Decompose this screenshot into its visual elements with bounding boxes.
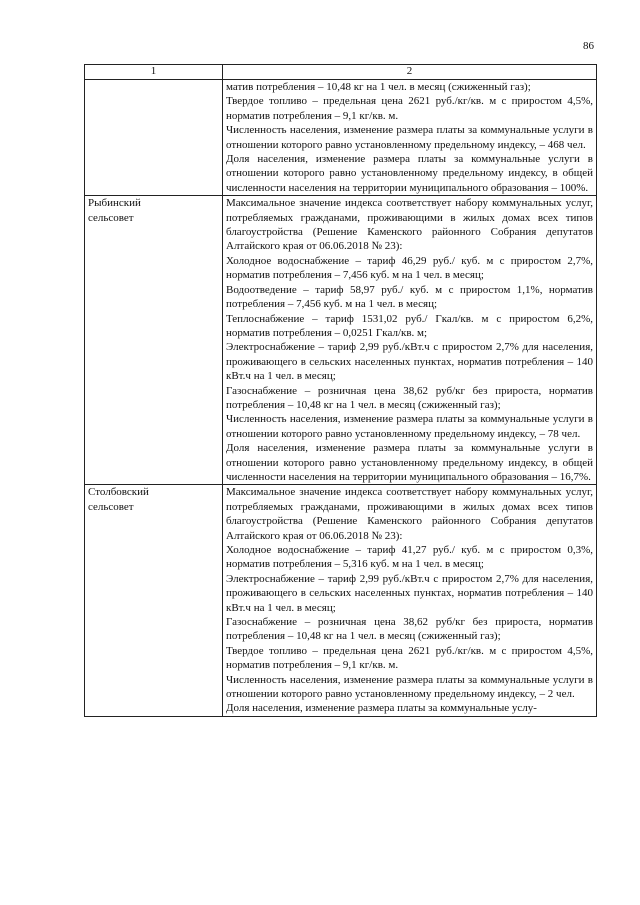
indices-table — [84, 64, 597, 717]
description-paragraph: Доля населения, изменение размера платы за коммунальные услуги в отношении которого равно установленному предельному индексу, в общей численности населения на территории муниципального образования – 100%. — [226, 153, 593, 194]
column-header-1: 1 — [85, 65, 223, 80]
description-paragraph: Холодное водоснабжение – тариф 46,29 руб./ куб. м с приростом 2,7%, норматив потребления – 7,456 куб. м на 1 чел. в месяц; — [226, 254, 593, 282]
municipality-name: Рыбинский сельсовет — [85, 196, 223, 485]
description-paragraph: Теплоснабжение – тариф 1531,02 руб./ Гкал/кв. м с приростом 6,2%, норматив потребления – 0,0251 Гкал/кв. м; — [226, 312, 593, 339]
description-paragraph: Водоотведение – тариф 58,97 руб./ куб. м с приростом 1,1%, норматив потребления – 7,456 куб. м на 1 чел. в месяц; — [226, 283, 593, 311]
indicator-description — [223, 80, 597, 196]
description-paragraph: Доля населения, изменение размера платы за коммунальные услуги в отношении которого равно установленному предельному индексу, в общей численности населения на территории муниципального образования – 16,7%. — [226, 442, 593, 483]
description-paragraph: Численность населения, изменение размера платы за коммунальные услуги в отношении которого равно установленному предельному индексу, – 2 чел. — [226, 673, 593, 701]
table-row — [85, 80, 597, 196]
description-paragraph: Твердое топливо – предельная цена 2621 руб./кг/кв. м с приростом 4,5%, норматив потребления – 9,1 кг/кв. м. — [226, 644, 593, 672]
municipality-name: Столбовский сельсовет — [85, 485, 223, 717]
description-paragraph: Холодное водоснабжение – тариф 41,27 руб./ куб. м с приростом 0,3%, норматив потребления – 5,316 куб. м на 1 чел. в месяц; — [226, 544, 593, 571]
description-paragraph: Максимальное значение индекса соответствует набору коммунальных услуг, потребляемых гражданами, проживающими в жилых домах всех типов благоустройства (Решение Каменского районного Собрания депутатов Алтайского края от 06.06.2018 № 23): — [226, 486, 593, 542]
description-paragraph: Газоснабжение – розничная цена 38,62 руб/кг без прироста, норматив потребления – 10,48 кг на 1 чел. в месяц (сжиженный газ); — [226, 384, 593, 411]
page-number: 86 — [583, 40, 594, 52]
column-header-2: 2 — [223, 65, 597, 80]
indicator-description — [223, 485, 597, 717]
table-row — [85, 196, 597, 485]
table-row — [85, 485, 597, 717]
description-paragraph: Максимальное значение индекса соответствует набору коммунальных услуг, потребляемых гражданами, проживающими в жилых домах всех типов благоустройства (Решение Каменского районного Собрания депутатов Алтайского края от 06.06.2018 № 23): — [226, 197, 593, 253]
description-paragraph: Электроснабжение – тариф 2,99 руб./кВт.ч с приростом 2,7% для населения, проживающего в сельских населенных пунктах, норматив потребления – 140 кВт.ч на 1 чел. в месяц; — [226, 341, 593, 383]
indicator-description — [223, 196, 597, 485]
description-paragraph: Численность населения, изменение размера платы за коммунальные услуги в отношении которого равно установленному предельному индексу, – 468 чел. — [226, 124, 593, 151]
description-paragraph: Доля населения, изменение размера платы за коммунальные услу- — [226, 702, 537, 715]
municipality-name — [85, 80, 223, 196]
description-paragraph: Твердое топливо – предельная цена 2621 руб./кг/кв. м с приростом 4,5%, норматив потребления – 9,1 кг/кв. м. — [226, 95, 593, 122]
description-paragraph: Газоснабжение – розничная цена 38,62 руб/кг без прироста, норматив потребления – 10,48 кг на 1 чел. в месяц (сжиженный газ); — [226, 616, 593, 643]
description-paragraph: Электроснабжение – тариф 2,99 руб./кВт.ч с приростом 2,7% для населения, проживающего в сельских населенных пунктах, норматив потребления – 140 кВт.ч на 1 чел. в месяц; — [226, 572, 593, 614]
description-paragraph: Численность населения, изменение размера платы за коммунальные услуги в отношении которого равно установленному предельному индексу, – 78 чел. — [226, 413, 593, 440]
description-paragraph: матив потребления – 10,48 кг на 1 чел. в месяц (сжиженный газ); — [226, 81, 531, 93]
table-header-row — [85, 65, 597, 80]
